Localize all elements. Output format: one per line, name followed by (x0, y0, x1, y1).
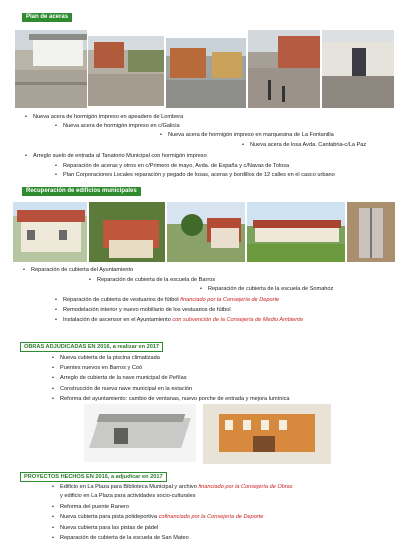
section-title-aceras: Plan de aceras (22, 13, 72, 22)
photo-galicia (88, 36, 164, 106)
list-item: • Edificio en La Plaza para Biblioteca Municipal y archivo financiado por la Consejería de Obras (60, 484, 293, 490)
photo-escuela-barros (89, 202, 165, 262)
photo-ayuntamiento (13, 202, 87, 262)
photo-apeadero (15, 30, 87, 108)
list-item: • Reforma del ayuntamiento: cambio de ventanas, nuevo porche de entrada y mejora lumínica (60, 396, 289, 402)
render-ayuntamiento-reforma (203, 404, 331, 464)
list-item: • Puentes nuevos en Barros y Coó (60, 365, 142, 371)
list-item: • Reparación de cubierta de la escuela de San Mateo (60, 535, 189, 541)
section-title-proyectos: PROYECTOS HECHOS EN 2016, a adjudicar en 2017 (20, 472, 167, 482)
list-item: • Nueva cubierta para las pistas de pádel (60, 525, 158, 531)
list-item: • Arreglo de cubierta de la nave municipal de Peñías (60, 375, 187, 381)
list-item: • Instalación de ascensor en el Ayuntamiento con subvención de la Consejería de Medio Ambiente (63, 317, 303, 323)
photo-ascensor (347, 202, 395, 262)
list-item: • Remodelación interior y nuevo mobiliario de los vestuarios de fútbol (63, 307, 231, 313)
list-item-continuation: y edificio en La Plaza para actividades socio-culturales (60, 493, 196, 499)
section-title-adjudicadas: OBRAS ADJUDICADAS EN 2016, a realizar en 2017 (20, 342, 163, 352)
list-item: • Nueva acera de hormigón impreso en marquesina de La Fontanilla (168, 132, 334, 138)
render-nave-municipal (84, 404, 196, 462)
list-item: • Reparación de cubierta de la escuela de Barros (97, 277, 215, 283)
list-item: • Arreglo suelo de entrada al Tanatorio Municipal con hormigón impreso (33, 153, 207, 159)
list-item: • Reparación de cubierta de la escuela de Somahoz (208, 286, 333, 292)
list-item: • Nueva cubierta para pista polideportiva cofinanciado por la Consejería de Deporte (60, 514, 263, 520)
list-item: • Reforma del puente Ranero (60, 504, 129, 510)
list-item: • Reparación de cubierta de vestuarios de fútbol financiado por la Consejería de Deporte (63, 297, 279, 303)
list-item: • Plan Corporaciones Locales reparación y pegado de losas, aceras y bordillos de 12 calles en el casco urbano (63, 172, 335, 178)
list-item: • Nueva acera de hormigón impreso en apeadero de Lombera (33, 114, 183, 120)
list-item: • Nueva acera de losa Avda. Cantabria-c/La Paz (250, 142, 366, 148)
list-item: • Reparación de cubierta del Ayuntamiento (31, 267, 133, 273)
list-item: • Nueva acera de hormigón impreso en c/Galicia (63, 123, 180, 129)
photo-escuela-somahoz (167, 202, 245, 262)
section-title-edificios: Recuperación de edificios municipales (22, 187, 141, 196)
photo-fontanilla (166, 38, 246, 108)
list-item: • Nueva cubierta de la piscina climatizada (60, 355, 160, 361)
list-item: • Reparación de aceras y otros en c/Primero de mayo, Avda. de España y c/Navas de Tolosa (63, 163, 289, 169)
photo-cantabria (248, 30, 320, 108)
photo-vestuarios (247, 202, 345, 262)
list-item: • Construcción de nueva nave municipal en la estación (60, 386, 192, 392)
photo-tanatorio (322, 30, 394, 108)
